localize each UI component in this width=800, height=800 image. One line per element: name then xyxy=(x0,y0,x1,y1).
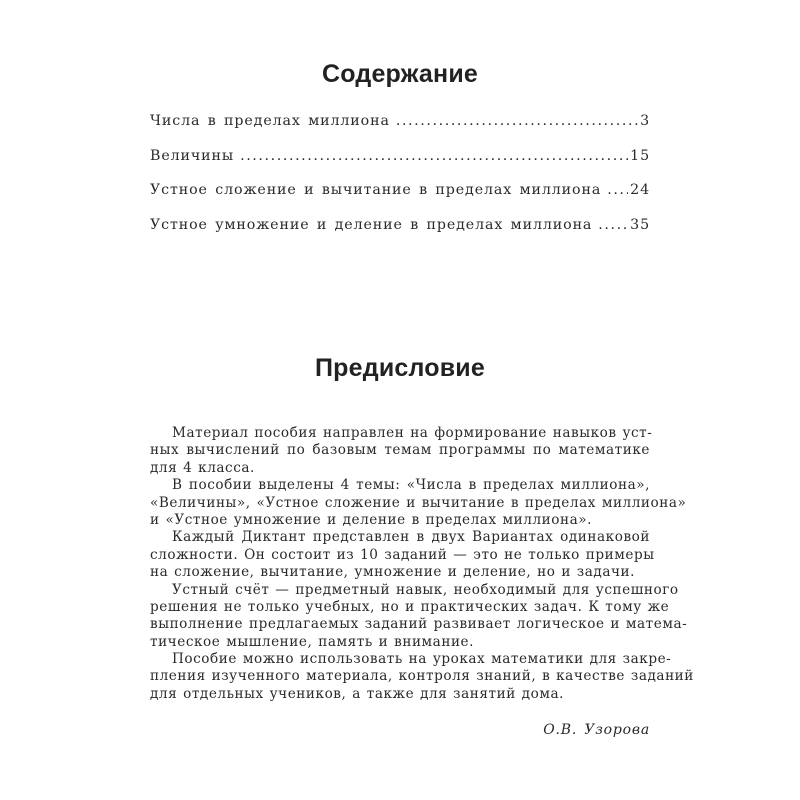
text-line: пления изученного материала, контроля знаний, в качестве заданий xyxy=(150,668,694,685)
preface-paragraph xyxy=(150,477,687,529)
toc-title: Содержание xyxy=(321,60,479,88)
toc-item-page: 3 xyxy=(640,113,650,129)
toc-item-page: 35 xyxy=(630,216,650,233)
preface-paragraph xyxy=(150,529,655,581)
text-line: Пособие можно использовать на уроках математики для закре- xyxy=(172,651,672,668)
toc-item-page: 15 xyxy=(630,147,650,164)
toc-item-label: Числа в пределах миллиона xyxy=(150,113,390,129)
text-line: В пособии выделены 4 темы: «Числа в пределах миллиона», xyxy=(172,477,650,494)
toc-item-label: Устное умножение и деление в пределах миллиона xyxy=(150,216,593,233)
preface-paragraph xyxy=(150,425,653,477)
toc-item-label: Устное сложение и вычитание в пределах миллиона xyxy=(150,182,602,198)
text-line: решения не только учебных, но и практических задач. К тому же xyxy=(150,598,670,615)
toc-leader-dots xyxy=(607,182,628,198)
text-line: для отдельных учеников, а также для занятий дома. xyxy=(150,685,564,702)
text-line: Материал пособия направлен на формирование навыков уст- xyxy=(172,425,653,441)
toc-item[interactable] xyxy=(150,217,650,252)
table-of-contents xyxy=(150,113,650,251)
toc-item-page: 24 xyxy=(630,182,650,198)
toc-leader-dots xyxy=(240,148,628,164)
text-line: Каждый Диктант представлен в двух Вариантах одинаковой xyxy=(172,529,650,546)
preface-body xyxy=(150,425,694,703)
toc-item[interactable] xyxy=(150,182,650,217)
text-line: ных вычислений по базовым темам программы по математике xyxy=(150,442,650,459)
toc-item[interactable] xyxy=(150,148,650,183)
text-line: и «Устное умножение и деление в пределах миллиона». xyxy=(150,511,593,528)
toc-item-label: Величины xyxy=(150,147,235,164)
text-line: на сложение, вычитание, умножение и деление, но и задачи. xyxy=(150,564,636,581)
preface-paragraph xyxy=(150,651,694,703)
text-line: Устный счёт — предметный навык, необходимый для успешного xyxy=(172,581,679,598)
toc-item[interactable] xyxy=(150,113,650,148)
toc-leader-dots xyxy=(396,113,638,129)
text-line: для 4 класса. xyxy=(150,459,255,476)
text-line: тическое мышление, память и внимание. xyxy=(150,633,475,650)
text-line: «Величины», «Устное сложение и вычитание в пределах миллиона» xyxy=(150,494,687,511)
toc-leader-dots xyxy=(598,217,628,233)
author-signature: О.В. Узорова xyxy=(543,722,650,738)
text-line: сложности. Он состоит из 10 заданий — это не только примеры xyxy=(150,546,655,563)
text-line: выполнение предлагаемых заданий развивает логическое и матема- xyxy=(150,616,688,633)
preface-title: Предисловие xyxy=(315,354,485,382)
preface-paragraph xyxy=(150,581,688,652)
